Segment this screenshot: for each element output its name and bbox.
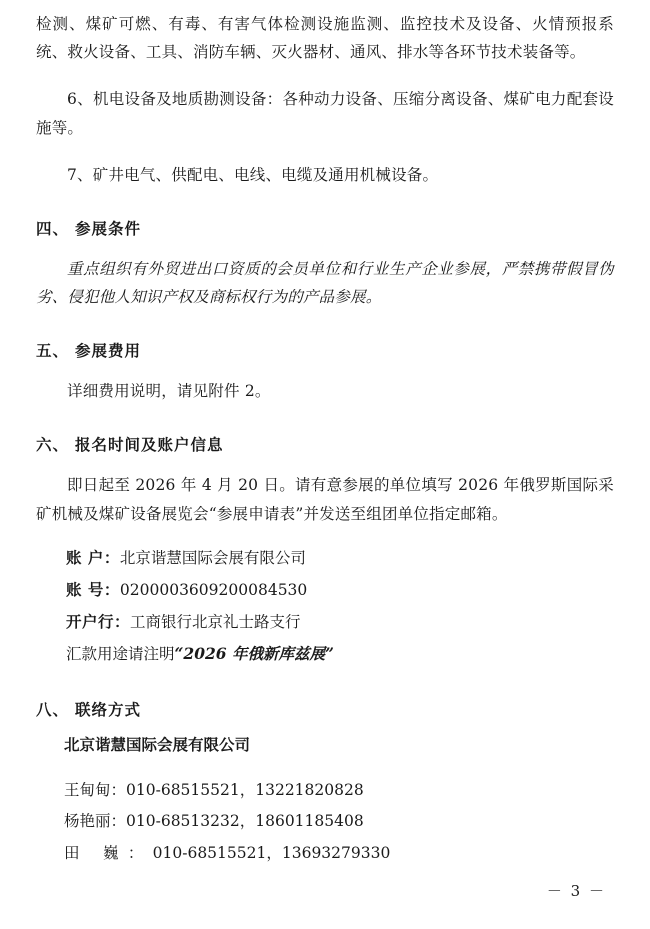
contact-row-1 <box>36 775 614 807</box>
section-4-body: 重点组织有外贸进出口资质的会员单位和行业生产企业参展，严禁携带假冒伪劣、侵犯他人知识产权及商标权行为的产品参展。 <box>36 259 614 307</box>
section-5-heading <box>36 337 614 365</box>
section-5-number: 五、 <box>36 341 70 361</box>
contact-phones-2: 010-68513232，18601185408 <box>126 812 364 831</box>
bank-row-remittance-note <box>66 638 614 670</box>
bank-row-account-name <box>66 542 614 574</box>
section-6-body: 即日起至 2026 年 4 月 20 日。请有意参展的单位填写 2026 年俄罗斯国际采矿机械及煤矿设备展览会“参展申请表”并发送至组团单位指定邮箱。 <box>36 476 614 523</box>
bank-label-remittance-note: 汇款用途请注明 <box>66 644 175 663</box>
contact-phones-1: 010-68515521，13221820828 <box>126 780 364 799</box>
contact-name-1: 王甸甸： <box>64 780 127 799</box>
section-participation-fee <box>36 337 614 405</box>
section-participation-conditions <box>36 215 614 311</box>
bank-row-account-number <box>66 574 614 606</box>
contact-company-name: 北京谐慧国际会展有限公司 <box>64 734 251 754</box>
section-6-number: 六、 <box>36 435 70 455</box>
contact-row-3 <box>36 838 614 870</box>
section-6-heading <box>36 431 614 459</box>
section-4-title: 参展条件 <box>75 219 142 239</box>
section-registration-and-account <box>36 431 614 669</box>
bank-label-account-number: 账 号： <box>66 579 120 599</box>
section-6-title: 报名时间及账户信息 <box>75 435 224 455</box>
page-number: － 3 － <box>546 882 606 900</box>
bank-value-bank-branch: 工商银行北京礼士路支行 <box>130 612 301 631</box>
paragraph-equipment-continued: 检测、煤矿可燃、有毒、有害气体检测设施监测、监控技术及设备、火情预报系统、救火设备、工具、消防车辆、灭火器材、通风、排水等各环节技术装备等。 <box>36 15 614 62</box>
bank-info-block <box>36 542 614 670</box>
paragraph-item-7: 7、矿井电气、供配电、电线、电缆及通用机械设备。 <box>67 165 439 184</box>
bank-value-remittance-note: “2026 年俄新库兹展” <box>174 643 334 663</box>
bank-label-bank-branch: 开户行： <box>66 611 131 631</box>
contact-row-2 <box>36 806 614 838</box>
paragraph-item-6: 6、机电设备及地质勘测设备：各种动力设备、压缩分离设备、煤矿电力配套设施等。 <box>36 90 614 137</box>
bank-row-bank-branch <box>66 606 614 638</box>
bank-label-account-name: 账 户： <box>66 547 120 567</box>
contact-name-2: 杨艳丽： <box>64 812 127 831</box>
contact-name-3: 田 巍： <box>64 844 153 863</box>
section-4-heading <box>36 215 614 243</box>
section-5-body: 详细费用说明，请见附件 2。 <box>67 382 271 401</box>
section-contact <box>36 696 614 870</box>
bank-value-account-name: 北京谐慧国际会展有限公司 <box>119 548 306 567</box>
section-4-number: 四、 <box>36 219 70 239</box>
section-8-title: 联络方式 <box>75 699 142 719</box>
section-8-number: 八、 <box>36 699 70 719</box>
section-5-title: 参展费用 <box>75 341 142 361</box>
section-8-heading <box>36 696 614 724</box>
contact-phones-3: 010-68515521，13693279330 <box>152 844 391 863</box>
bank-value-account-number: 0200003609200084530 <box>119 580 308 599</box>
